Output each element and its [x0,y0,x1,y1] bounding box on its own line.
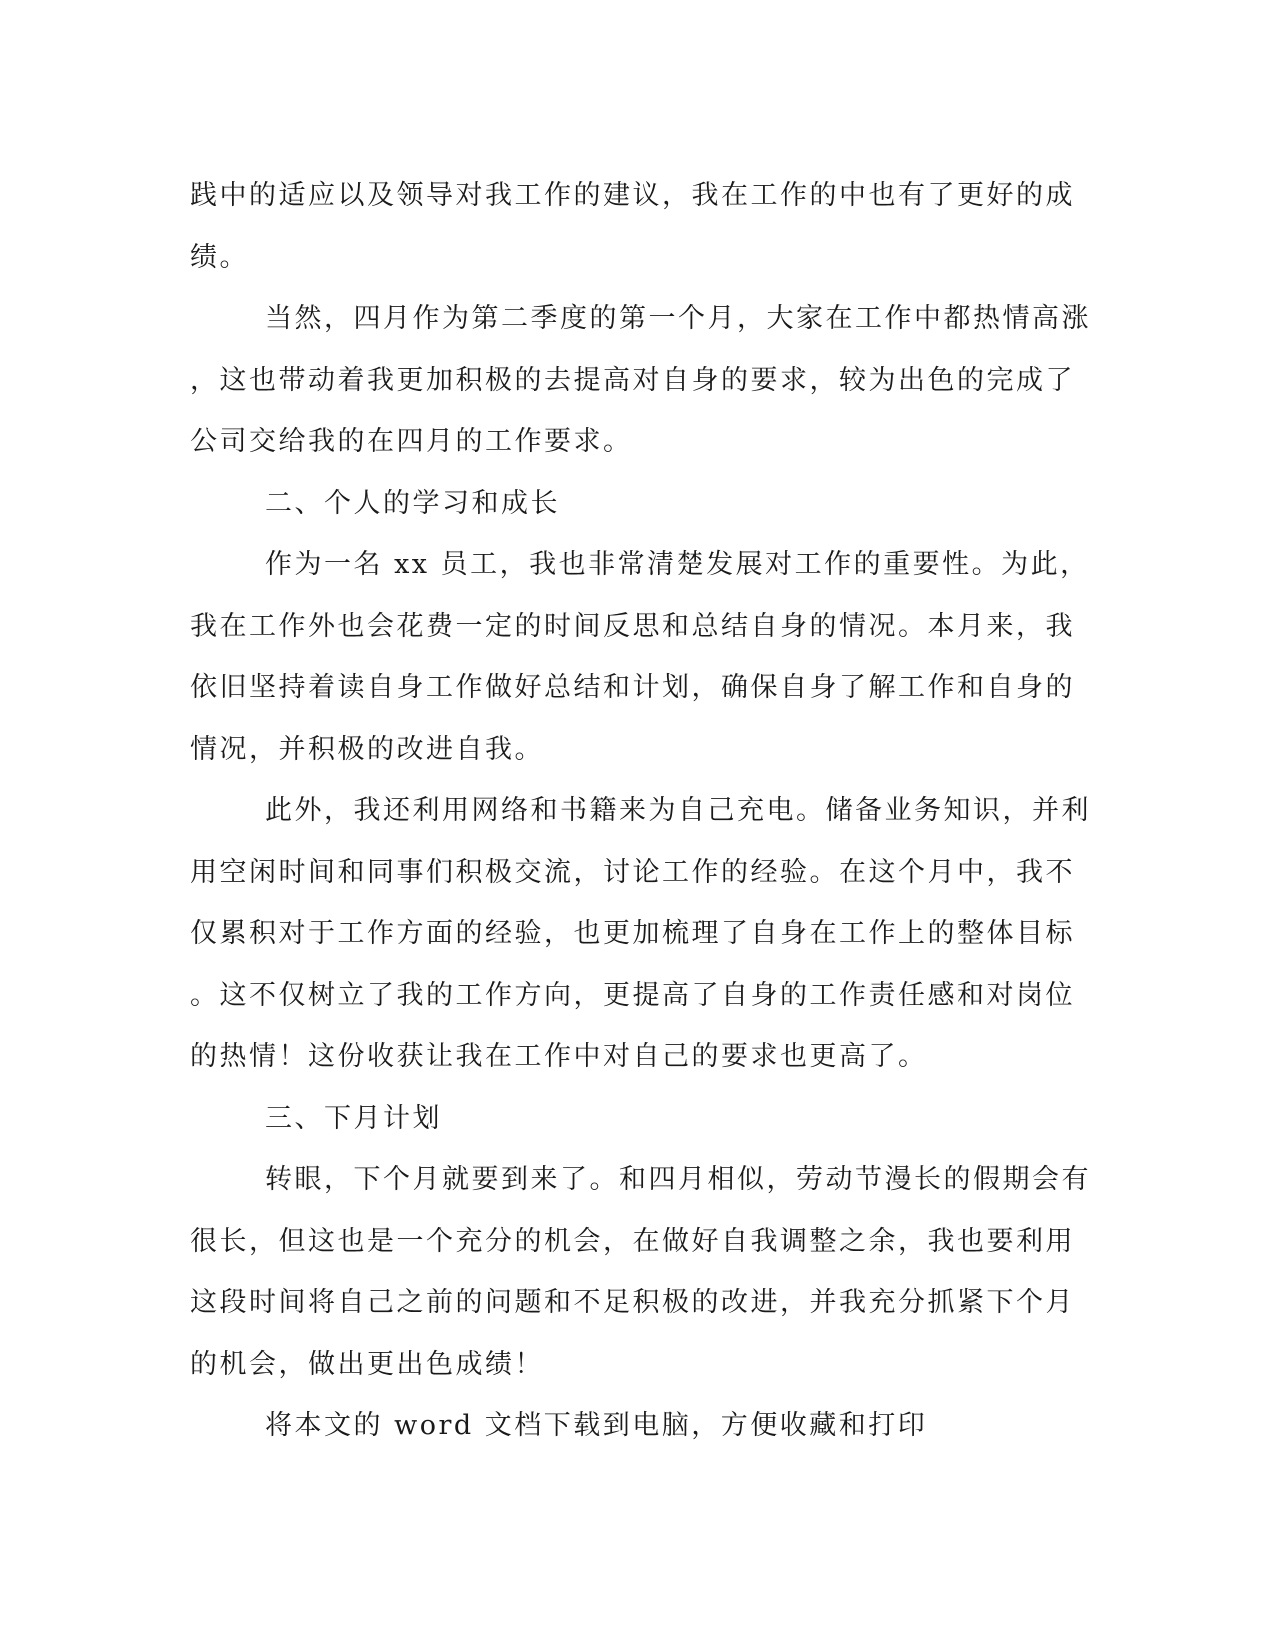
document-body [190,165,1090,1457]
text-line: 我在工作外也会花费一定的时间反思和总结自身的情况。本月来，我 [190,610,1075,642]
paragraph-start-line: 作为一名 xx 员工，我也非常清楚发展对工作的重要性。为此， [265,549,1090,580]
text-line: 绩。 [190,241,249,273]
text-line: 。这不仅树立了我的工作方向，更提高了自身的工作责任感和对岗位 [190,979,1075,1011]
download-note: 将本文的 word 文档下载到电脑，方便收藏和打印 [265,1410,928,1441]
text-line: 公司交给我的在四月的工作要求。 [190,426,633,457]
text-line: 的热情！这份收获让我在工作中对自己的要求也更高了。 [190,1041,928,1072]
paragraph-start-line: 此外，我还利用网络和书籍来为自己充电。储备业务知识，并利 [265,795,1091,826]
text-line: 践中的适应以及领导对我工作的建议，我在工作的中也有了更好的成 [190,180,1075,211]
paragraph-start-line: 当然，四月作为第二季度的第一个月，大家在工作中都热情高涨 [265,303,1091,334]
text-line: ，这也带动着我更加积极的去提高对自身的要求，较为出色的完成了 [190,364,1075,396]
text-line: 的机会，做出更出色成绩！ [190,1348,544,1380]
text-line: 用空闲时间和同事们积极交流，讨论工作的经验。在这个月中，我不 [190,856,1075,888]
section-heading-plan: 三、下月计划 [265,1102,442,1134]
text-line: 情况，并积极的改进自我。 [190,733,544,765]
text-line: 仅累积对于工作方面的经验，也更加梳理了自身在工作上的整体目标 [190,918,1075,949]
text-line: 依旧坚持着读自身工作做好总结和计划，确保自身了解工作和自身的 [190,672,1075,703]
text-line: 这段时间将自己之前的问题和不足积极的改进，并我充分抓紧下个月 [190,1287,1075,1318]
paragraph-start-line: 转眼，下个月就要到来了。和四月相似，劳动节漫长的假期会有 [265,1164,1091,1195]
text-line: 很长，但这也是一个充分的机会，在做好自我调整之余，我也要利用 [190,1225,1075,1257]
section-heading-learning: 二、个人的学习和成长 [265,487,560,519]
